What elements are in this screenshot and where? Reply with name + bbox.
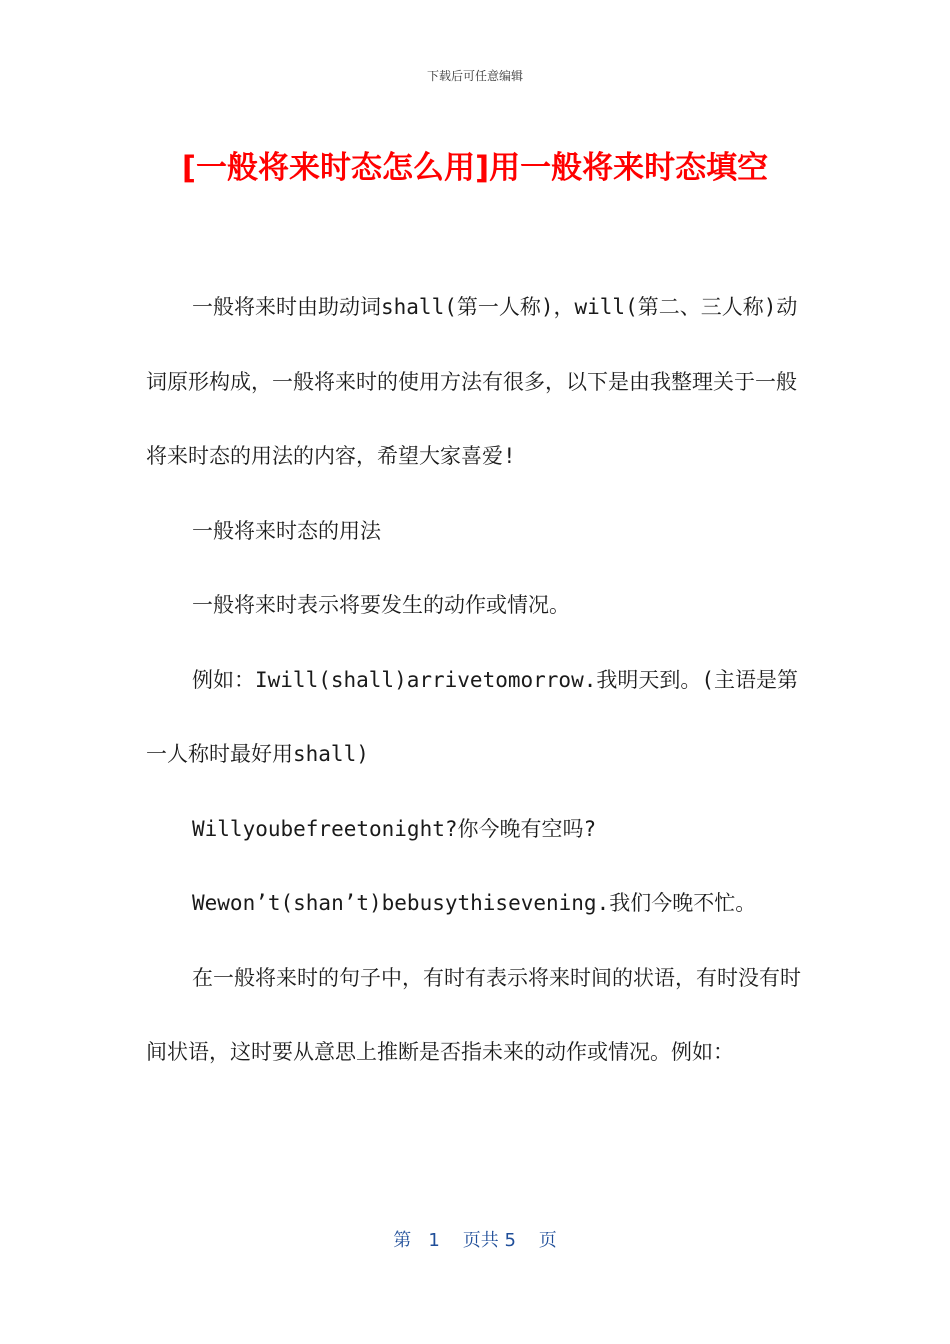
paragraph-definition: 一般将来时表示将要发生的动作或情况。 <box>192 593 570 617</box>
paragraph-section-heading: 一般将来时态的用法 <box>192 518 381 543</box>
paragraph-intro: 一般将来时由助动词shall(第一人称)，will(第二、三人称)动词原形构成，一般将来时的使用方法有很多，以下是由我整理关于一般将来时态的用法的内容，希望大家喜爱! <box>146 295 798 468</box>
paragraph-example-3: Wewon’t(shan’t)bebusythisevening.我们今晚不忙。 <box>192 891 757 915</box>
paragraph-example-1: 例如：Iwill(shall)arrivetomorrow.我明天到。(主语是第一人称时最好用shall) <box>146 667 799 766</box>
document-body <box>146 270 806 1090</box>
footer-mid: 页共 <box>462 1230 499 1251</box>
footer-total-pages: 5 <box>504 1230 516 1251</box>
footer-current-page: 1 <box>428 1230 440 1251</box>
paragraph-time-adverbial: 在一般将来时的句子中，有时有表示将来时间的状语，有时没有时间状语，这时要从意思上推断是否指未来的动作或情况。例如： <box>146 965 801 1064</box>
footer-prefix: 第 <box>393 1230 412 1251</box>
footer-suffix: 页 <box>538 1230 557 1251</box>
header-note: 下载后可任意编辑 <box>426 69 523 83</box>
document-title: [一般将来时态怎么用]用一般将来时态填空 <box>181 150 769 186</box>
page-footer <box>0 1226 950 1252</box>
paragraph-example-2: Willyoubefreetonight?你今晚有空吗? <box>192 816 597 841</box>
